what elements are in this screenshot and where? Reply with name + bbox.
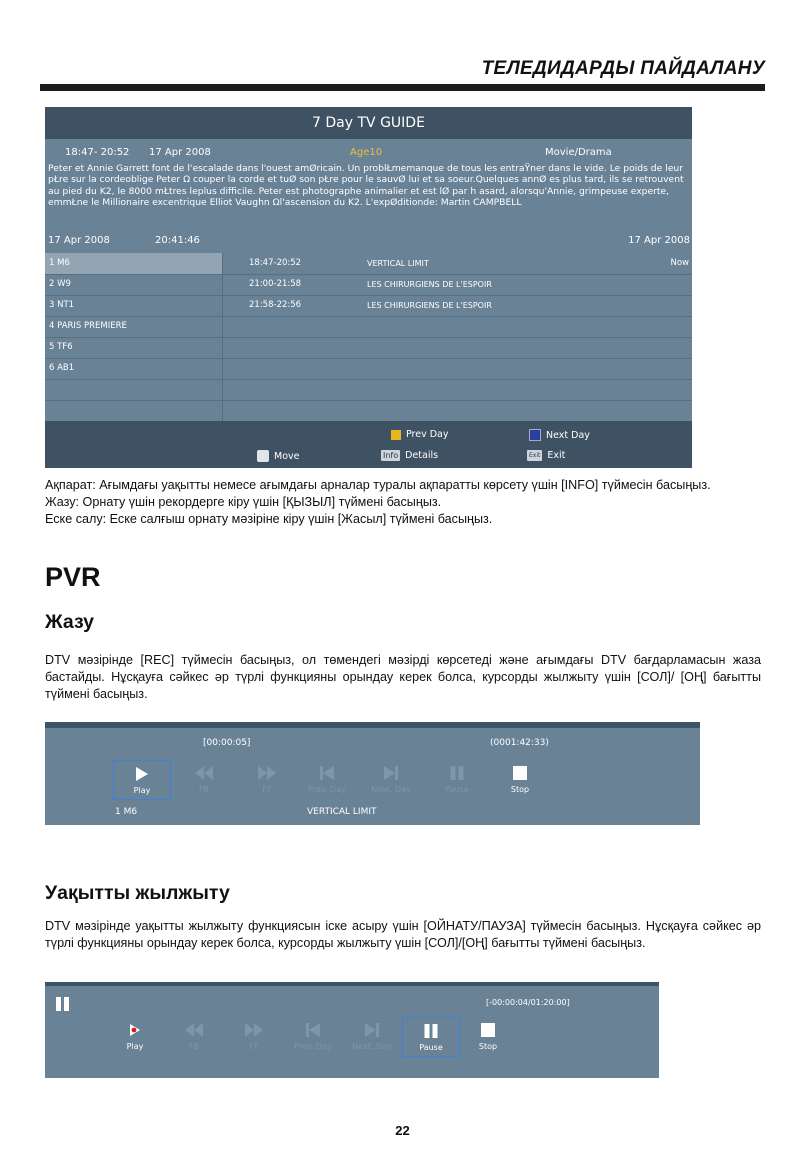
row-divider: [222, 379, 223, 400]
play-button[interactable]: [107, 1017, 163, 1055]
guide-description: Peter et Annie Garrett font de l'escalade dans l'ouest amØricain. Un problŁmemanque de tous les entraŸner dans le vide. Le poids de leur pŁre sur la cordeoblige Peter Ω couper la corde et tuØ son pŁre pour le sauvØ lui et sa soeur.Quelques annØ es plus tard, ils se retrouvent au pied du K2, le 8000 mŁtres leplus difficile. Peter est photographe animalier et est lØ par h asard, alorsqu'Annie, grimpeuse experte, emmŁne le Millionaire excentrique Elliot Vaughn Ωl'ascension du K2. L'expØditionde: Martin CAMPBELL: [48, 163, 684, 209]
fast-backward-icon: [185, 1023, 203, 1039]
pause-label: Pause: [419, 1043, 443, 1052]
guide-genre: Movie/Drama: [545, 147, 612, 158]
tv-guide-screen: [45, 107, 692, 468]
program-title: VERTICAL LIMIT: [367, 259, 429, 268]
prev-day-icon: [320, 766, 334, 782]
guide-time-range: 18:47- 20:52: [65, 147, 130, 158]
fast-forward-button[interactable]: [239, 760, 295, 798]
channel-name: 2 W9: [49, 279, 71, 289]
exit-label: Exit: [547, 450, 566, 461]
next-day-button[interactable]: [344, 1017, 400, 1055]
play-label: Play: [133, 786, 151, 795]
pause-button[interactable]: [429, 760, 485, 798]
page-number: 22: [395, 1123, 410, 1138]
prev-day-label: Prev. Day: [308, 785, 346, 794]
fast-forward-label: FF: [262, 785, 272, 794]
details-label: Details: [405, 450, 439, 461]
next-day-button[interactable]: [363, 760, 419, 798]
fast-forward-button[interactable]: [226, 1017, 282, 1055]
move-legend[interactable]: [257, 450, 299, 462]
timeshift-heading: Уақытты жылжыту: [45, 882, 230, 904]
row-divider: [222, 337, 223, 358]
program-title: LES CHIRURGIENS DE L'ESPOIR: [367, 301, 492, 310]
guide-bar-date: 17 Apr 2008: [48, 235, 110, 246]
program-time: 21:00-21:58: [249, 279, 302, 289]
guide-date: 17 Apr 2008: [149, 147, 211, 158]
fast-backward-button[interactable]: [166, 1017, 222, 1055]
channel-name: 4 PARIS PREMIERE: [49, 321, 127, 331]
channel-name: [49, 379, 219, 400]
next-day-label: Next. Day: [352, 1042, 392, 1051]
timeshift-time: [-00:00:04/01:20:00]: [486, 998, 570, 1007]
next-day-label: Next Day: [546, 429, 590, 441]
blue-key-icon: [529, 429, 541, 441]
timeshift-paragraph: DTV мәзірінде уақытты жылжыту функциясын іске асыру үшін [ОЙНАТУ/ПАУЗА] түймесін басыңыз. Нұсқауға сәйкес әр түрлі функцияны орындау керек болса, курсорды жылжыту үшін [СОЛ]/[ОҢ] бағытты түймені басыңыз.: [45, 919, 761, 950]
pause-status-icon: [56, 997, 70, 1011]
guide-footer: [45, 421, 692, 468]
stop-icon: [513, 766, 527, 782]
channel-name: 3 NT1: [49, 300, 75, 310]
prev-day-button[interactable]: [299, 760, 355, 798]
prev-day-label: Prev. Day: [294, 1042, 332, 1051]
stop-button[interactable]: [460, 1017, 516, 1055]
prev-day-button[interactable]: [285, 1017, 341, 1055]
pause-icon: [451, 766, 464, 782]
stop-label: Stop: [510, 785, 530, 794]
row-divider: [222, 253, 223, 274]
record-paragraph: DTV мәзірінде [REC] түймесін басыңыз, ол төмендегі мәзірді көрсетеді және ағымдағы DTV бағдарламасын жаза бастайды. Нұсқауға сәйкес әр түрлі функцияны орындау керек болса, курсорды жылжыту үшін [СОЛ]/ [ОҢ] бағытты түймені басыңыз.: [45, 653, 761, 701]
fast-backward-label: FB: [198, 785, 210, 794]
channel-name: 5 TF6: [49, 342, 73, 352]
page-header-title: ТЕЛЕДИДАРДЫ ПАЙДАЛАНУ: [481, 58, 765, 79]
fast-backward-icon: [195, 766, 213, 782]
record-channel: 1 M6: [115, 807, 138, 817]
next-day-label: Next. Day: [371, 785, 411, 794]
channel-row[interactable]: [45, 358, 692, 380]
bar-top-strip: [45, 982, 659, 986]
stop-button[interactable]: [492, 760, 548, 798]
program-title: LES CHIRURGIENS DE L'ESPOIR: [367, 280, 492, 289]
record-control-bar: [45, 722, 700, 825]
pause-icon: [425, 1024, 438, 1040]
info-line-1: Ақпарат: Ағымдағы уақытты немесе ағымдағы арналар туралы ақпаратты көрсету үшін [INFO] түймесін басыңыз.: [45, 478, 711, 492]
channel-row[interactable]: [45, 400, 692, 422]
program-status: Now: [670, 258, 689, 268]
channel-row[interactable]: [45, 295, 692, 317]
fast-backward-button[interactable]: [176, 760, 232, 798]
record-elapsed-time: [00:00:05]: [203, 738, 251, 748]
play-icon: [136, 767, 148, 783]
channel-row[interactable]: [45, 337, 692, 359]
pause-label: Pause: [445, 785, 469, 794]
prev-day-icon: [306, 1023, 320, 1039]
play-label: Play: [126, 1042, 144, 1051]
channel-row[interactable]: [45, 379, 692, 401]
program-time: 21:58-22:56: [249, 300, 302, 310]
stop-icon: [481, 1023, 495, 1039]
guide-bar-time: 20:41:46: [155, 235, 200, 246]
prev-day-label: Prev Day: [406, 429, 449, 440]
exit-key-icon: Exit: [529, 452, 541, 459]
pause-button[interactable]: [402, 1017, 460, 1057]
row-divider: [222, 400, 223, 421]
guide-bar-date-right: 17 Apr 2008: [628, 235, 690, 246]
next-day-legend[interactable]: [529, 429, 590, 441]
header-rule: [40, 84, 765, 91]
dpad-icon: [257, 450, 269, 462]
bar-top-strip: [45, 722, 700, 728]
channel-name: 1 M6: [49, 258, 70, 268]
info-paragraph: [45, 477, 761, 528]
details-legend[interactable]: [381, 450, 438, 461]
record-total-time: (0001:42:33): [490, 738, 549, 748]
channel-row[interactable]: [45, 253, 692, 275]
stop-label: Stop: [478, 1042, 498, 1051]
record-program: VERTICAL LIMIT: [307, 807, 377, 817]
fast-forward-icon: [245, 1023, 263, 1039]
exit-legend[interactable]: [527, 450, 565, 461]
channel-name: 6 AB1: [49, 363, 75, 373]
record-heading: Жазу: [45, 611, 94, 633]
program-time: 18:47-20:52: [249, 258, 302, 268]
move-label: Move: [274, 450, 300, 462]
yellow-key-icon: [391, 430, 401, 440]
next-day-icon: [384, 766, 398, 782]
guide-date-bar: [45, 232, 692, 249]
timeshift-control-bar: [45, 982, 659, 1078]
pvr-heading: PVR: [45, 562, 101, 592]
info-line-3: Еске салу: Еске салғыш орнату мәзіріне кіру үшін [Жасыл] түймені басыңыз.: [45, 512, 493, 526]
channel-row[interactable]: [45, 316, 692, 338]
next-day-icon: [365, 1023, 379, 1039]
info-line-2: Жазу: Орнату үшін рекордерге кіру үшін [ҚЫЗЫЛ] түймені басыңыз.: [45, 495, 442, 509]
channel-row[interactable]: [45, 274, 692, 296]
play-button[interactable]: [113, 760, 171, 800]
guide-title: 7 Day TV GUIDE: [45, 107, 692, 139]
row-divider: [222, 358, 223, 379]
fast-forward-icon: [258, 766, 276, 782]
row-divider: [222, 316, 223, 337]
channel-name: [49, 400, 219, 421]
guide-age-rating: Age10: [350, 147, 383, 158]
row-divider: [222, 295, 223, 316]
fast-forward-label: FF: [249, 1042, 259, 1051]
info-key-icon: Info: [383, 451, 399, 460]
row-divider: [222, 274, 223, 295]
fast-backward-label: FB: [188, 1042, 200, 1051]
prev-day-legend[interactable]: [391, 429, 449, 440]
play-icon: [129, 1023, 141, 1039]
